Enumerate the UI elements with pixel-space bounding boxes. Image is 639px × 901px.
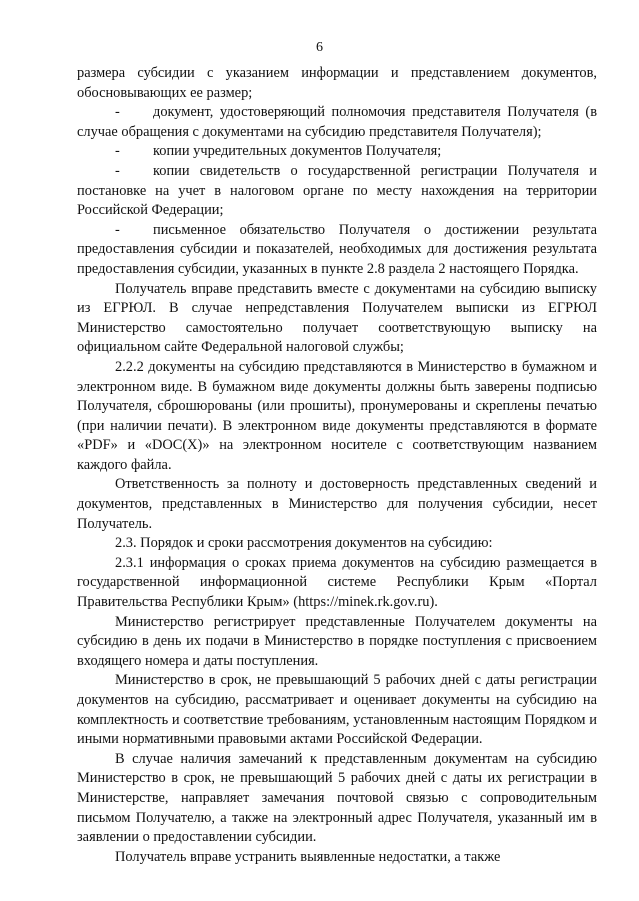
list-dash: - bbox=[115, 162, 120, 179]
list-dash: - bbox=[115, 104, 120, 121]
list-item bbox=[77, 221, 597, 280]
paragraph: Получатель вправе устранить выявленные недостатки, а также bbox=[115, 848, 501, 865]
list-item bbox=[77, 162, 597, 221]
document-body bbox=[77, 64, 597, 867]
paragraph: Министерство регистрирует представленные Получателем документы на субсидию в день их подачи в Министерство в порядке поступления с присвоением входящего номера и даты поступления. bbox=[77, 613, 597, 669]
paragraph: Ответственность за полноту и достоверность представленных сведений и документов, представленных в Министерство для получения субсидии, несет Получатель. bbox=[77, 476, 597, 532]
page-number: 6 bbox=[316, 40, 323, 55]
list-dash: - bbox=[115, 143, 120, 160]
list-item-text: копии свидетельств о государственной регистрации Получателя и постановке на учет в налоговом органе по месту нахождения на территории Российской Федерации; bbox=[77, 162, 597, 219]
paragraph: 2.2.2 документы на субсидию представляются в Министерство в бумажном и электронном виде. В бумажном виде документы должны быть заверены подписью Получателя, сброшюрованы (или прошиты), пронумерованы и скреплены печатью (при наличии печати). В электронном виде документы представляются в формате «PDF» и «DOC(X)» на электронном носителе с соответствующим названием каждого файла. bbox=[77, 358, 597, 473]
paragraph: Получатель вправе представить вместе с документами на субсидию выписку из ЕГРЮЛ. В случае непредставления Получателем выписки из ЕГРЮЛ Министерство самостоятельно получает соответствующую выписку на официальном сайте Федеральной налоговой службы; bbox=[77, 280, 597, 356]
paragraph: 2.3.1 информация о сроках приема документов на субсидию размещается в государственной информационной системе Республики Крым «Портал Правительства Республики Крым» (https://minek.rk.gov.ru). bbox=[77, 554, 597, 611]
paragraph: 2.3. Порядок и сроки рассмотрения документов на субсидию: bbox=[115, 535, 493, 552]
list-dash: - bbox=[115, 221, 120, 238]
paragraph: Министерство в срок, не превышающий 5 рабочих дней с даты регистрации документов на субсидию, рассматривает и оценивает документы на субсидию на комплектность и соответствие требованиям, установленным настоящим Порядком и иными нормативными правовыми актами Российской Федерации. bbox=[77, 672, 597, 748]
paragraph: размера субсидии с указанием информации и представлением документов, обосновывающих ее размер; bbox=[77, 65, 597, 101]
list-item bbox=[77, 103, 597, 142]
list-item-text: документ, удостоверяющий полномочия представителя Получателя (в случае обращения с документами на субсидию представителя Получателя); bbox=[77, 104, 597, 140]
paragraph: В случае наличия замечаний к представленным документам на субсидию Министерство в срок, не превышающий 5 рабочих дней с даты их регистрации в Министерстве, направляет замечания почтовой связью с сопроводительным письмом Получателю, а также на электронный адрес Получателя, указанный им в заявлении о предоставлении субсидии. bbox=[77, 750, 597, 846]
list-item bbox=[77, 142, 597, 162]
list-item-text: копии учредительных документов Получателя; bbox=[153, 143, 442, 160]
list-item-text: письменное обязательство Получателя о достижении результата предоставления субсидии и показателей, необходимых для достижения результата предоставления субсидии, указанных в пункте 2.8 раздела 2 настоящего Порядка. bbox=[77, 221, 597, 277]
